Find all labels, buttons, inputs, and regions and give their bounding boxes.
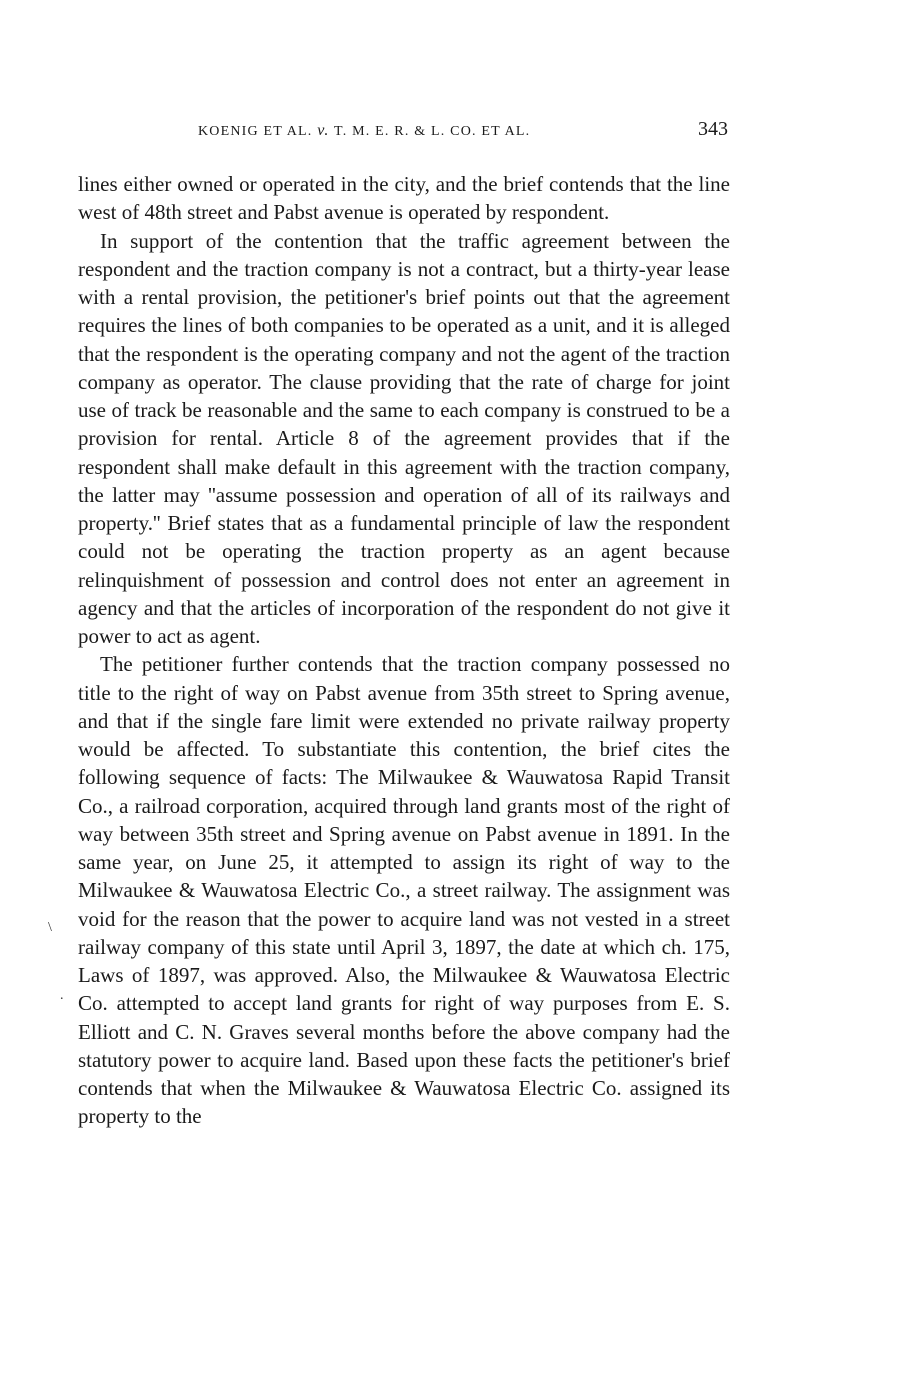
- page-number: 343: [698, 118, 728, 140]
- paragraph-traffic-agreement: In support of the contention that the traffic agreement between the respondent and the traction company is not a contract, but a thirty-year lease with a rental provision, the petitioner's brief points out that the agreement requires the lines of both companies to be operated as a unit, and it is alleged that the respondent is the operating company and not the agent of the traction company as operator. The clause providing that the rate of charge for joint use of track be reasonable and the same to each company is construed to be a provision for rental. Article 8 of the agreement provides that if the respondent shall make default in this agreement with the traction company, the latter may ''assume possession and operation of all of its railways and property.'' Brief states that as a fundamental principle of law the respondent could not be operating the traction property as an agent because relinquishment of possession and control does not enter an agreement in agency and that the articles of incorporation of the respondent do not give it power to act as agent.: [78, 228, 730, 648]
- paragraph-continuation: lines either owned or operated in the city, and the brief contends that the line west of 48th street and Pabst avenue is operated by respondent.: [78, 172, 730, 225]
- running-title-versus: v.: [317, 122, 330, 139]
- paragraph-right-of-way: The petitioner further contends that the traction company possessed no title to the right of way on Pabst avenue from 35th street to Spring avenue, and that if the single fare limit were extended no private railway property would be affected. To substantiate this contention, the brief cites the following sequence of facts: The Milwaukee & Wauwatosa Rapid Transit Co., a railroad corporation, acquired through land grants most of the right of way between 35th street and Spring avenue on Pabst avenue in 1891. In the same year, on June 25, it attempted to assign its right of way to the Milwaukee & Wauwatosa Electric Co., a street railway. The assignment was void for the reason that the power to acquire land was not vested in a street railway company of this state until April 3, 1897, the date at which ch. 175, Laws of 1897, was approved. Also, the Milwaukee & Wauwatosa Electric Co. attempted to accept land grants for right of way purposes from E. S. Elliott and C. N. Graves several months before the above company had the statutory power to acquire land. Based upon these facts the petitioner's brief contends that when the Milwaukee & Wauwatosa Electric Co. assigned its property to the: [78, 652, 730, 1129]
- running-title-parties: KOENIG ET AL.: [198, 124, 313, 139]
- running-title-respondents: T. M. E. R. & L. CO. ET AL.: [333, 124, 531, 139]
- body-text: [78, 170, 730, 1131]
- running-header: [78, 118, 730, 146]
- margin-tick-mark: \: [48, 920, 52, 935]
- running-title: [198, 122, 530, 140]
- margin-dot-mark: .: [60, 988, 64, 1003]
